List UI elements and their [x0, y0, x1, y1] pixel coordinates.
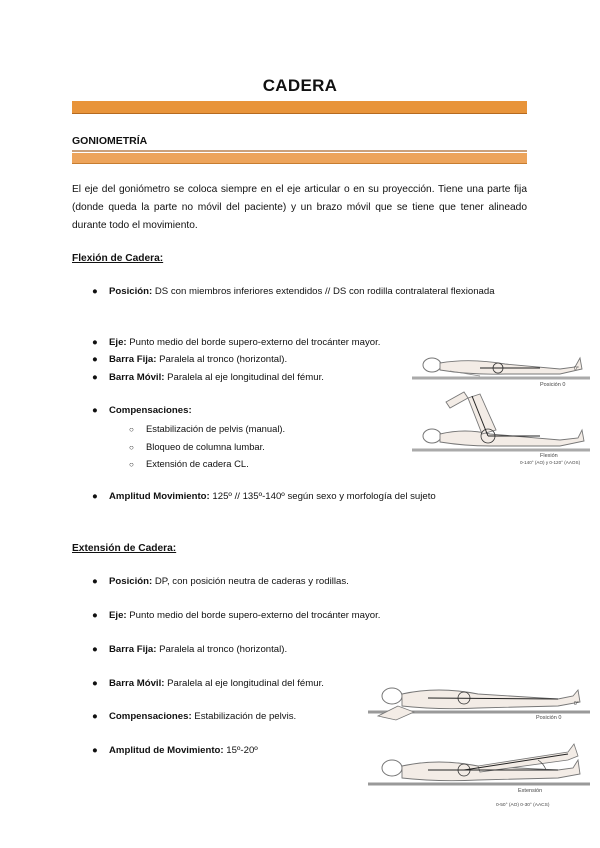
- extension-heading: Extensión de Cadera:: [72, 543, 177, 554]
- item-text: 125º // 135º-140º según sexo y morfología del sujeto: [209, 491, 436, 502]
- bullet-icon: ●: [92, 337, 98, 348]
- bullet-icon: ●: [92, 644, 98, 655]
- flexion-label: Flexión: [540, 453, 558, 459]
- flexion-heading: Flexión de Cadera:: [72, 253, 164, 264]
- bullet-icon: ●: [92, 576, 98, 587]
- bullet-icon: ●: [92, 678, 98, 689]
- extension-movil-item: [92, 676, 324, 692]
- section-underline-bar: [72, 153, 527, 164]
- item-text: DS con miembros inferiores extendidos // DS con rodilla contralateral flexionada: [152, 286, 495, 297]
- extension-label: Extensión: [518, 788, 543, 794]
- item-text: Punto medio del borde supero-externo del trocánter mayor.: [126, 610, 381, 621]
- flexion-eje-item: [92, 335, 380, 351]
- item-text: DP, con posición neutra de caderas y rodillas.: [152, 576, 349, 587]
- bullet-icon: ●: [92, 610, 98, 621]
- item-label: Barra Fija:: [109, 644, 157, 655]
- item-label: Posición:: [109, 576, 153, 587]
- flexion-movil-item: [92, 370, 324, 386]
- item-text: Paralela al eje longitudinal del fémur.: [164, 678, 324, 689]
- extension-range-label: 0-50° (AO) 0-30° (AACS): [496, 803, 550, 808]
- bullet-icon: ●: [92, 745, 98, 756]
- item-label: Barra Móvil:: [109, 372, 165, 383]
- item-label: Posición:: [109, 286, 153, 297]
- item-label: Compensaciones:: [109, 405, 192, 416]
- bullet-icon: ●: [92, 711, 98, 722]
- comp-subitem: ○ Bloqueo de columna lumbar.: [129, 439, 265, 456]
- deg0-label: 0°: [574, 366, 579, 372]
- bullet-icon: ●: [92, 354, 98, 365]
- page-title: CADERA: [262, 76, 338, 95]
- bullet-icon: ●: [92, 491, 98, 502]
- section-rule: [72, 150, 527, 152]
- extension-comp-item: [92, 709, 296, 725]
- extension-posicion-item: [92, 574, 349, 590]
- item-text: Punto medio del borde supero-externo del trocánter mayor.: [126, 337, 381, 348]
- circle-bullet-icon: ○: [129, 460, 134, 469]
- item-label: Amplitud de Movimiento:: [109, 745, 224, 756]
- item-text: 15º-20º: [223, 745, 258, 756]
- bullet-icon: ●: [92, 405, 98, 416]
- flexion-amp-item: [92, 489, 436, 505]
- section-heading: GONIOMETRÍA: [72, 135, 148, 147]
- item-label: Compensaciones:: [109, 711, 192, 722]
- bullet-icon: ●: [92, 286, 98, 297]
- hip-flexion-illustration: [410, 338, 593, 466]
- item-text: Paralela al eje longitudinal del fémur.: [164, 372, 324, 383]
- item-text: Paralela al tronco (horizontal).: [156, 354, 288, 365]
- hip-extension-illustration: [368, 672, 592, 812]
- circle-bullet-icon: ○: [129, 425, 134, 434]
- flexion-range-label: 0-140° (AO) y 0-120° (AAOS): [520, 460, 581, 465]
- pos0-label: Posición 0: [536, 715, 562, 721]
- item-label: Barra Móvil:: [109, 678, 165, 689]
- deg0-label: 0°: [574, 701, 579, 707]
- extension-amp-item: [92, 743, 258, 759]
- flexion-comp-item: [92, 403, 192, 419]
- bullet-icon: ●: [92, 372, 98, 383]
- extension-eje-item: [92, 608, 380, 624]
- item-label: Barra Fija:: [109, 354, 157, 365]
- item-text: Paralela al tronco (horizontal).: [156, 644, 288, 655]
- intro-paragraph: El eje del goniómetro se coloca siempre en el eje articular o en su proyección. Tiene una parte fija (donde queda la parte no móvil del paciente) y un brazo móvil que se tiene que tener alineado durante todo el movimiento.: [72, 184, 527, 231]
- item-label: Amplitud Movimiento:: [109, 491, 210, 502]
- item-label: Eje:: [109, 610, 127, 621]
- flexion-posicion-item: [92, 284, 527, 300]
- circle-bullet-icon: ○: [129, 443, 134, 452]
- item-label: Eje:: [109, 337, 127, 348]
- comp-subitem: ○ Extensión de cadera CL.: [129, 456, 249, 473]
- comp-subitem: ○ Estabilización de pelvis (manual).: [129, 421, 285, 438]
- title-underline-bar: [72, 101, 527, 114]
- extension-fija-item: [92, 642, 287, 658]
- flexion-fija-item: [92, 352, 287, 368]
- item-text: Estabilización de pelvis.: [191, 711, 297, 722]
- pos0-label: Posición 0: [540, 382, 566, 388]
